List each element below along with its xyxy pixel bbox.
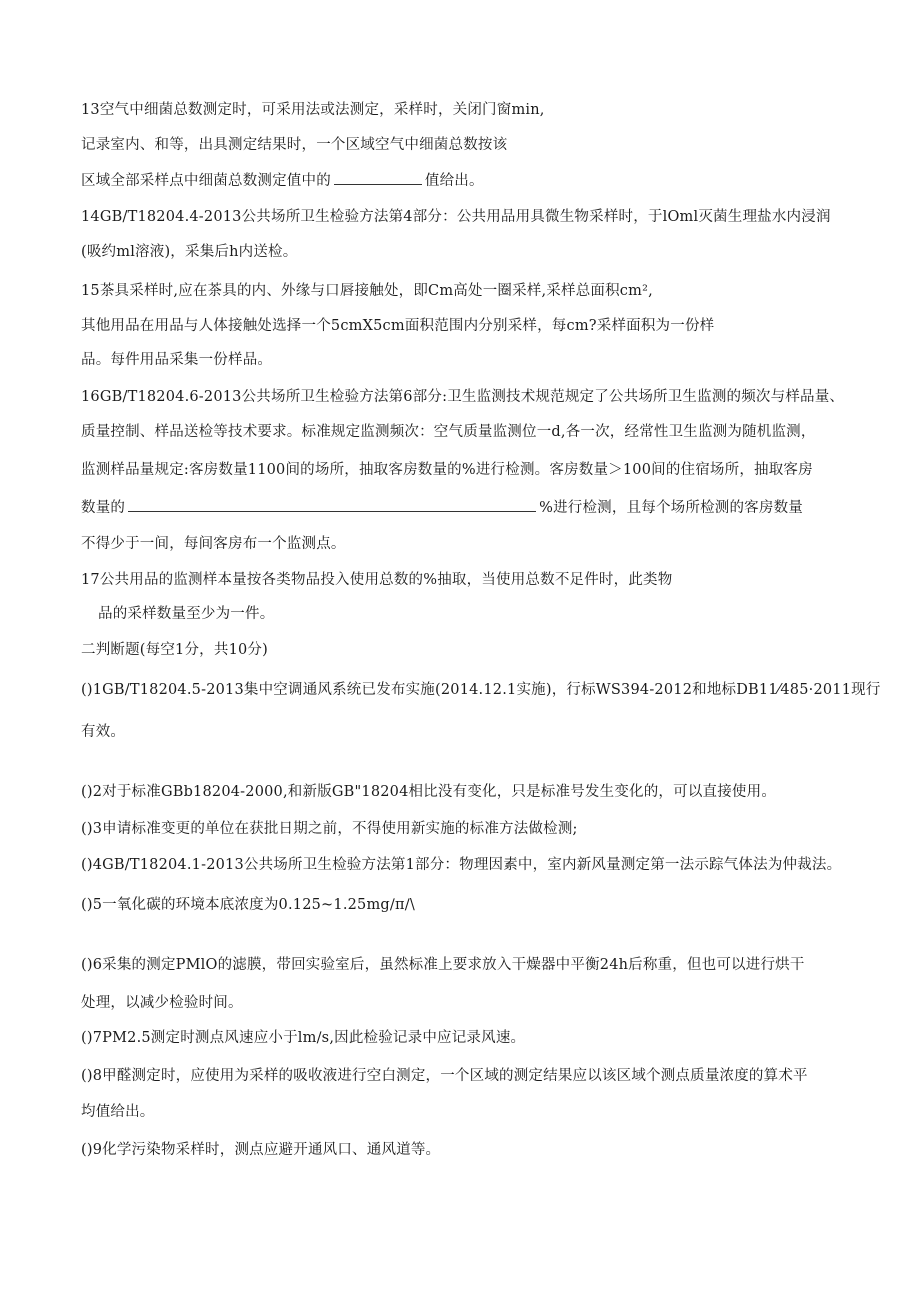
judge-1-line-1: ()1GB/T18204.5-2013集中空调通风系统已发布实施(2014.12.1实施)，行标WS394-2012和地标DB11⁄485·2011现行	[81, 682, 881, 698]
q13-line-1: 13空气中细菌总数测定时，可采用法或法测定，采样时，关闭门窗min,	[81, 102, 545, 118]
judge-6-line-2: 处理，以减少检验时间。	[81, 995, 243, 1011]
q17-line-1: 17公共用品的监测样本量按各类物品投入使用总数的%抽取，当使用总数不足件时，此类物	[81, 572, 673, 588]
judge-8-line-2: 均值给出。	[81, 1104, 155, 1120]
q17-line-2: 品的采样数量至少为一件。	[98, 606, 275, 622]
judge-2: ()2对于标准GBb18204-2000,和新版GB"18204相比没有变化，只是标准号发生变化的，可以直接使用。	[81, 784, 777, 800]
q16-line-2: 质量控制、样品送检等技术要求。标准规定监测频次：空气质量监测位一d,各一次，经常性卫生监测为随机监测，	[81, 424, 816, 440]
judge-8-line-1: ()8甲醛测定时，应使用为采样的吸收液进行空白测定，一个区域的测定结果应以该区域个测点质量浓度的算术平	[81, 1068, 808, 1084]
q15-line-2: 其他用品在用品与人体接触处选择一个5cmX5cm面积范围内分别采样，每cm?采样面积为一份样	[81, 318, 715, 334]
section-2-title: 二判断题(每空1分，共10分)	[81, 642, 268, 658]
judge-7: ()7PM2.5测定时测点风速应小于lm∕s,因此检验记录中应记录风速。	[81, 1030, 526, 1046]
judge-4: ()4GB/T18204.1-2013公共场所卫生检验方法第1部分：物理因素中，室内新风量测定第一法示踪气体法为仲裁法。	[81, 857, 842, 873]
q15-line-3: 品。每件用品采集一份样品。	[81, 352, 273, 368]
q16-line-4-post: %进行检测，且每个场所检测的客房数量	[539, 500, 803, 516]
q14-line-2: (吸约ml溶液)，采集后h内送检。	[81, 244, 298, 260]
q13-line-2: 记录室内、和等，出具测定结果时，一个区域空气中细菌总数按该	[81, 137, 508, 153]
fill-blank[interactable]	[334, 170, 422, 185]
judge-9: ()9化学污染物采样时，测点应避开通风口、通风道等。	[81, 1142, 441, 1158]
q14-line-1: 14GB/T18204.4-2013公共场所卫生检验方法第4部分：公共用品用具微生物采样时，于lOml灭菌生理盐水内浸润	[81, 209, 831, 225]
q15-line-1: 15茶具采样时,应在茶具的内、外缘与口唇接触处，即Cm高处一圈采样,采样总面积cm²,	[81, 283, 653, 299]
q16-line-3: 监测样品量规定:客房数量1100间的场所，抽取客房数量的%进行检测。客房数量＞100间的住宿场所，抽取客房	[81, 462, 813, 478]
judge-6-line-1: ()6采集的测定PMlO的滤膜，带回实验室后，虽然标准上要求放入干燥器中平衡24h后称重，但也可以进行烘干	[81, 957, 805, 973]
judge-5: ()5一氧化碳的环境本底浓度为0.125~1.25mg∕π∕\	[81, 897, 415, 913]
fill-blank[interactable]	[128, 497, 536, 512]
q16-line-5: 不得少于一间，每间客房布一个监测点。	[81, 536, 346, 552]
q16-line-4-pre: 数量的	[81, 500, 126, 516]
q13-line-3-post: 值给出。	[424, 173, 484, 189]
q16-line-1: 16GB/T18204.6-2013公共场所卫生检验方法第6部分:卫生监测技术规范规定了公共场所卫生监测的频次与样品量、	[81, 389, 845, 405]
judge-3: ()3申请标准变更的单位在获批日期之前，不得使用新实施的标准方法做检测;	[81, 821, 578, 837]
q13-line-3	[81, 170, 484, 191]
judge-1-line-2: 有效。	[81, 724, 126, 740]
q13-line-3-pre: 区域全部采样点中细菌总数测定值中的	[81, 173, 331, 189]
q16-line-4	[81, 497, 803, 518]
